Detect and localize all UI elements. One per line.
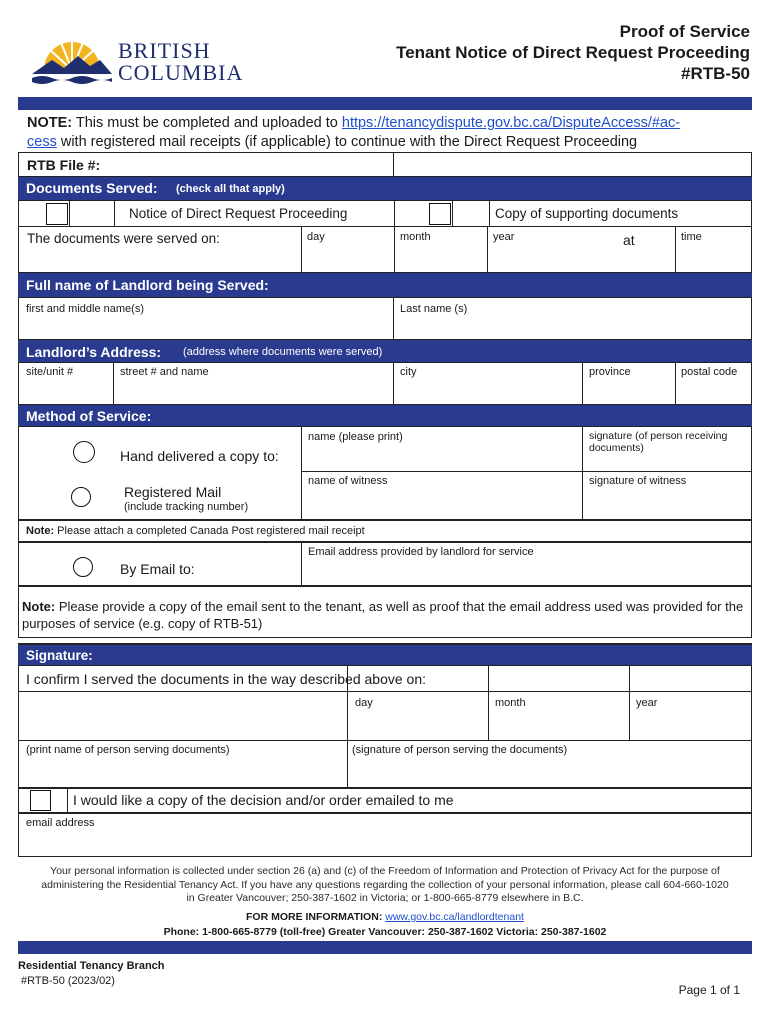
documents-served-bar [18,177,752,200]
checkbox-email-copy[interactable] [30,790,51,811]
email-service-row [18,542,752,586]
option-notice-label: Notice of Direct Request Proceeding [129,206,348,221]
title-line1: Proof of Service [619,22,750,41]
landlord-name-bar [18,273,752,297]
registered-note-label: Note: [26,525,55,537]
form-id: #RTB-50 (2023/02) [21,975,115,987]
more-info [18,911,752,923]
top-rule-bar [18,97,752,110]
served-on-label: The documents were served on: [27,231,220,246]
landlord-name-row [18,297,752,340]
registered-mail-label: Registered Mail [124,484,222,500]
copy-request-row [18,788,752,813]
served-year-field[interactable]: year [493,231,515,243]
city-field[interactable]: city [400,366,417,378]
method-bar [18,405,752,426]
landlord-address-row [18,362,752,405]
note-top [27,114,752,152]
by-email-label: By Email to: [120,561,195,577]
note-text-2: with registered mail receipts (if applicable) to continue with the Direct Request Proceeding [56,134,638,150]
privacy-line1: Your personal information is collected under section 26 (a) and (c) of the Freedom of Information and Protection of Privacy Act for the purpose of [50,865,720,877]
tracking-label: (include tracking number) [124,501,249,513]
site-unit-field[interactable]: site/unit # [26,366,74,378]
documents-served-block [18,200,752,273]
confirm-text: I confirm I served the documents in the way described above on: [26,671,426,687]
dispute-access-link[interactable]: https://tenancydispute.gov.bc.ca/DisputeAccess/#ac- [341,115,681,131]
more-info-label: FOR MORE INFORMATION [246,911,379,923]
privacy-statement [18,865,752,906]
title-line2: Tenant Notice of Direct Request Proceeding [396,43,750,62]
note-label: NOTE: [27,115,73,131]
copy-request-label: I would like a copy of the decision and/or order emailed to me [73,792,454,808]
signature-bar [18,643,752,665]
radio-hand-delivered[interactable] [73,441,95,463]
more-info-colon: : [378,911,383,923]
province-field[interactable]: province [589,366,631,378]
postal-code-field[interactable]: postal code [681,366,738,378]
served-month-field[interactable]: month [400,231,431,243]
email-note-label: Note: [22,599,56,614]
bc-logo [30,30,244,90]
signed-month-field[interactable]: month [495,697,526,709]
witness-name-field[interactable]: name of witness [308,475,388,487]
logo-text-british: BRITISH [118,38,211,63]
landlord-address-heading: Landlord’s Address: [26,344,162,360]
signature-heading: Signature: [26,648,93,663]
served-time-field[interactable]: time [681,231,702,243]
method-heading: Method of Service: [26,408,152,424]
phone-line: Phone: 1-800-665-8779 (toll-free) Greater Vancouver: 250-387-1602 Victoria: 250-387-1602 [163,926,607,938]
rtb-file-row [18,152,752,177]
form-title [396,21,750,84]
hand-delivered-label: Hand delivered a copy to: [120,448,279,464]
landlord-email-field[interactable]: Email address provided by landlord for service [308,546,534,558]
landlord-name-heading: Full name of Landlord being Served: [26,277,269,293]
landlord-last-name-field[interactable]: Last name (s) [400,303,468,315]
street-field[interactable]: street # and name [120,366,209,378]
landlord-first-name-field[interactable]: first and middle name(s) [26,303,144,315]
bottom-rule-bar [18,941,752,954]
signature-block [18,665,752,788]
radio-by-email[interactable] [73,557,93,577]
landlord-address-bar [18,340,752,362]
bc-logo-mark [30,30,114,88]
documents-served-heading: Documents Served: [26,180,158,196]
landlord-tenant-link[interactable]: www.gov.bc.ca/landlordtenant [385,911,524,923]
signed-year-field[interactable]: year [636,697,658,709]
witness-signature-field[interactable]: signature of witness [589,475,687,487]
print-name-field[interactable]: (print name of person serving documents) [26,744,230,756]
email-note [22,598,750,632]
method-hand-registered-block [18,426,752,520]
registered-mail-note-row [18,520,752,542]
signed-day-field[interactable]: day [355,697,373,709]
sig-receiving-field[interactable]: signature (of person receiving documents) [589,430,728,454]
email-note-row [18,586,752,638]
registered-note-text: Please attach a completed Canada Post registered mail receipt [54,525,365,537]
privacy-line2: administering the Residential Tenancy Act. If you have any questions regarding the collection of your personal information, please call 604-660-1020 [41,878,729,891]
privacy-line3: in Greater Vancouver; 250-387-1602 in Victoria; or 1-800-665-8779 elsewhere in B.C. [186,892,584,904]
page-number: Page 1 of 1 [678,983,740,997]
email-address-field[interactable]: email address [26,817,95,829]
waves-icon [32,76,112,84]
registered-mail-note [26,525,365,537]
title-line3: #RTB-50 [681,64,750,83]
served-at-label: at [623,232,635,248]
branch-name: Residential Tenancy Branch [18,960,165,972]
note-text-1: This must be completed and uploaded to [72,115,342,131]
checkbox-supporting[interactable] [429,203,451,225]
rtb-file-label: RTB File #: [27,157,101,173]
rtb-file-input[interactable] [395,154,749,175]
documents-served-hint: (check all that apply) [176,183,285,195]
served-day-field[interactable]: day [307,231,325,243]
name-print-field[interactable]: name (please print) [308,431,403,443]
checkbox-notice[interactable] [46,203,68,225]
radio-registered-mail[interactable] [71,487,91,507]
email-note-text: Please provide a copy of the email sent to the tenant, as well as proof that the email address used was provided for the purposes of service (e.g. copy of RTB-51) [22,599,744,631]
serving-signature-field[interactable]: (signature of person serving the documents) [352,744,568,756]
landlord-address-hint: (address where documents were served) [183,346,383,358]
email-address-row [18,813,752,857]
logo-text-columbia: COLUMBIA [118,60,244,85]
dispute-access-link-cont[interactable]: cess [27,134,57,150]
option-supporting-label: Copy of supporting documents [495,206,679,221]
